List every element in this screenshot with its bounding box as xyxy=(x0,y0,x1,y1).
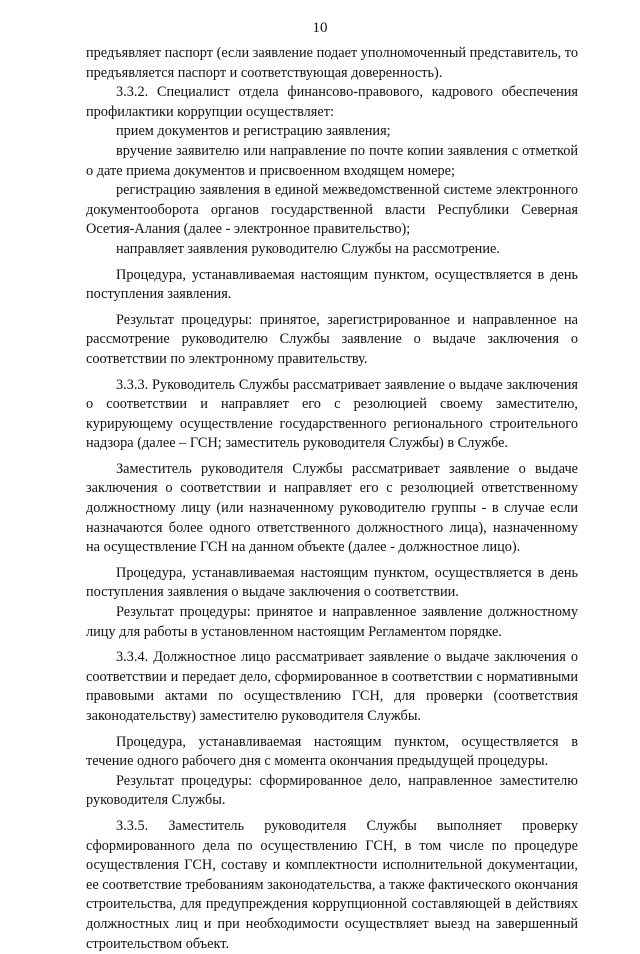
paragraph: Результат процедуры: принятое, зарегистрированное и направленное на рассмотрение руководителю Службы заявление о выдаче заключения о соответствии по электронному правительству. xyxy=(86,311,578,367)
paragraph: Процедура, устанавливаемая настоящим пунктом, осуществляется в течение одного рабочего дня с момента окончания предыдущей процедуры. xyxy=(86,733,578,770)
paragraph: 3.3.5. Заместитель руководителя Службы выполняет проверку сформированного дела по осуществлению ГСН, в том числе по процедуре осуществления ГСН, составу и комплектности исполнительной документации, ее соответствие требованиям законодательства, а также фактического окончания строительства, для предупреждения коррупционной составляющей в действиях должностных лиц и при необходимости осуществляет выезд на завершенный строительством объект. xyxy=(86,817,578,952)
paragraph: Результат процедуры: принятое и направленное заявление должностному лицу для работы в установленном настоящим Регламентом порядке. xyxy=(86,604,578,640)
paragraph: Процедура, устанавливаемая настоящим пунктом, осуществляется в день поступления заявления. xyxy=(86,266,578,303)
paragraph: 3.3.4. Должностное лицо рассматривает заявление о выдаче заключения о соответствии и передает дело, сформированное в соответствии с нормативными правовыми актами по осуществлению ГСН, для проверки (соответствия законодательству) заместителю руководителя Службы. xyxy=(86,649,578,724)
paragraph: направляет заявления руководителю Службы на рассмотрение. xyxy=(116,240,500,257)
paragraph: Процедура, устанавливаемая настоящим пунктом, осуществляется в день поступления заявления о выдаче заключения о соответствии. xyxy=(86,564,578,601)
paragraph: вручение заявителю или направление по почте копии заявления с отметкой о дате приема документов и присвоенном входящем номере; xyxy=(86,142,578,179)
paragraph: Результат процедуры: сформированное дело, направленное заместителю руководителя Службы. xyxy=(86,772,578,809)
document-body xyxy=(86,44,578,954)
paragraph: прием документов и регистрацию заявления; xyxy=(116,123,391,140)
paragraph: Заместитель руководителя Службы рассматривает заявление о выдаче заключения о соответствии и направляет его с резолюцией ответственному должностному лицу (или назначенному руководителю группы - в случае если назначаются более одного ответственного должностного лица), назначенному на осуществление ГСН на данном объекте (далее - должностное лицо). xyxy=(86,460,578,556)
paragraph: 3.3.3. Руководитель Службы рассматривает заявление о выдаче заключения о соответствии и направляет его с резолюцией своему заместителю, курирующему осуществление государственного регионального строительного надзора (далее – ГСН; заместитель руководителя Службы) в Службе. xyxy=(86,376,578,452)
paragraph: предъявляет паспорт (если заявление подает уполномоченный представитель, то предъявляется паспорт и соответствующая доверенность). xyxy=(86,45,579,81)
paragraph: регистрацию заявления в единой межведомственной системе электронного документооборота органов государственной власти Республики Северная Осетия-Алания (далее - электронное правительство); xyxy=(86,182,578,238)
page-number: 10 xyxy=(312,20,328,36)
paragraph: 3.3.2. Специалист отдела финансово-правового, кадрового обеспечения профилактики коррупции осуществляет: xyxy=(86,84,578,120)
